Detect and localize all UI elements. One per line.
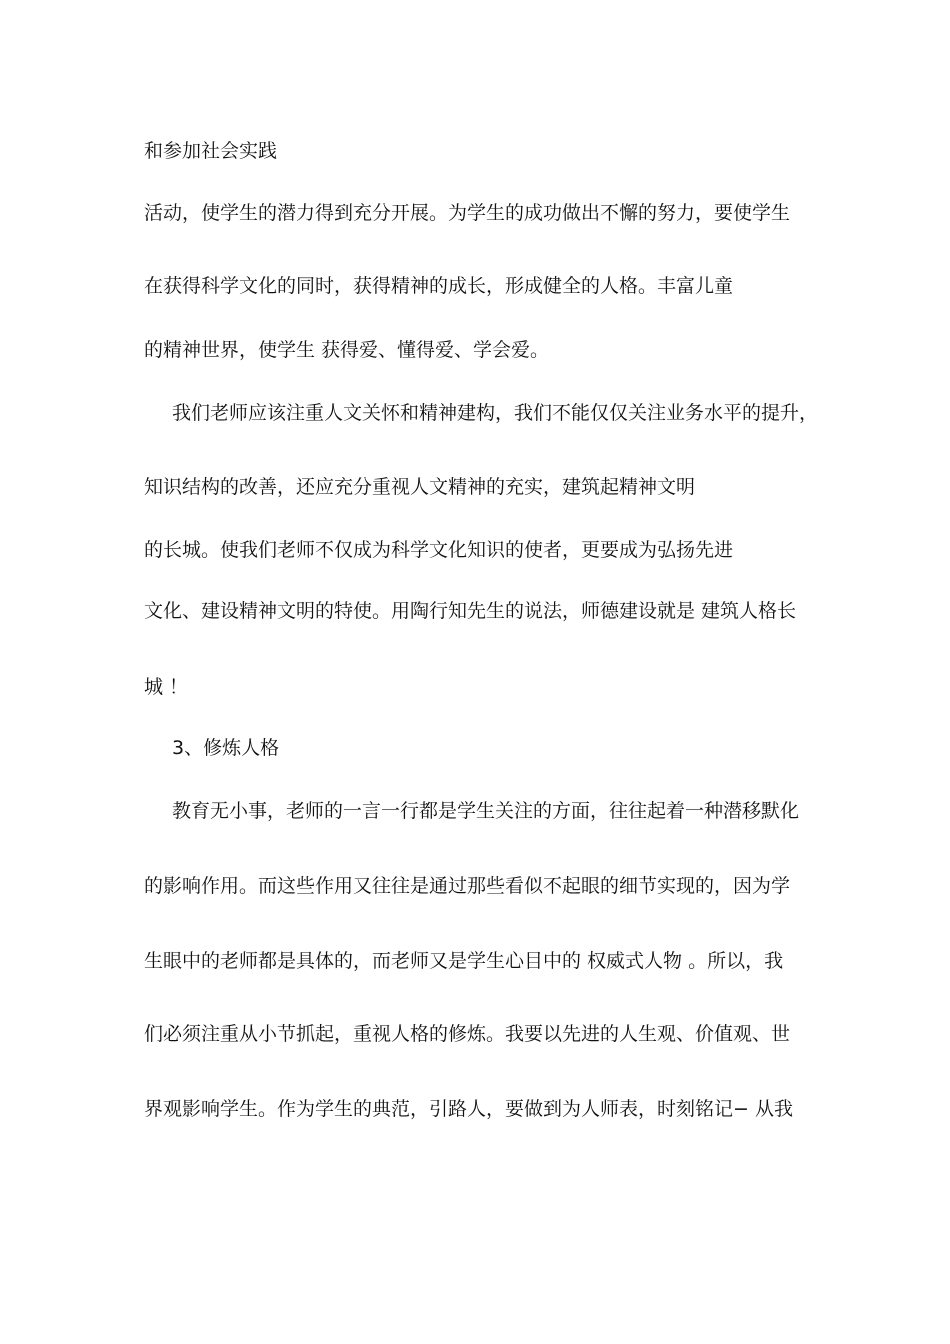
- text-line: 的长城。使我们老师不仅成为科学文化知识的使者，更要成为弘扬先进: [144, 539, 734, 561]
- text-line: 们必须注重从小节抓起，重视人格的修炼。我要以先进的人生观、价值观、世: [144, 1023, 791, 1045]
- text-line: 城 ！: [144, 676, 189, 698]
- section-heading: 3、修炼人格: [172, 737, 280, 759]
- text-line: 的影响作用。而这些作用又往往是通过那些看似不起眼的细节实现的，因为学: [144, 875, 791, 897]
- text-line: 教育无小事，老师的一言一行都是学生关注的方面，往往起着一种潜移默化: [172, 800, 800, 822]
- text-line: 我们老师应该注重人文关怀和精神建构，我们不能仅仅关注业务水平的提升，: [172, 402, 819, 424]
- text-line: 和参加社会实践: [144, 140, 278, 162]
- text-line: 活动，使学生的潜力得到充分开展。为学生的成功做出不懈的努力，要使学生: [144, 202, 791, 224]
- text-line: 的精神世界，使学生 获得爱、懂得爱、学会爱。: [144, 339, 550, 361]
- text-line: 生眼中的老师都是具体的，而老师又是学生心目中的 权威式人物 。所以，我: [144, 950, 784, 972]
- text-line: 界观影响学生。作为学生的典范，引路人，要做到为人师表，时刻铭记− 从我: [144, 1098, 793, 1120]
- text-line: 在获得科学文化的同时，获得精神的成长，形成健全的人格。丰富儿童: [144, 275, 734, 297]
- text-line: 文化、建设精神文明的特使。用陶行知先生的说法，师德建设就是 建筑人格长: [144, 600, 797, 622]
- text-line: 知识结构的改善，还应充分重视人文精神的充实，建筑起精神文明: [144, 476, 696, 498]
